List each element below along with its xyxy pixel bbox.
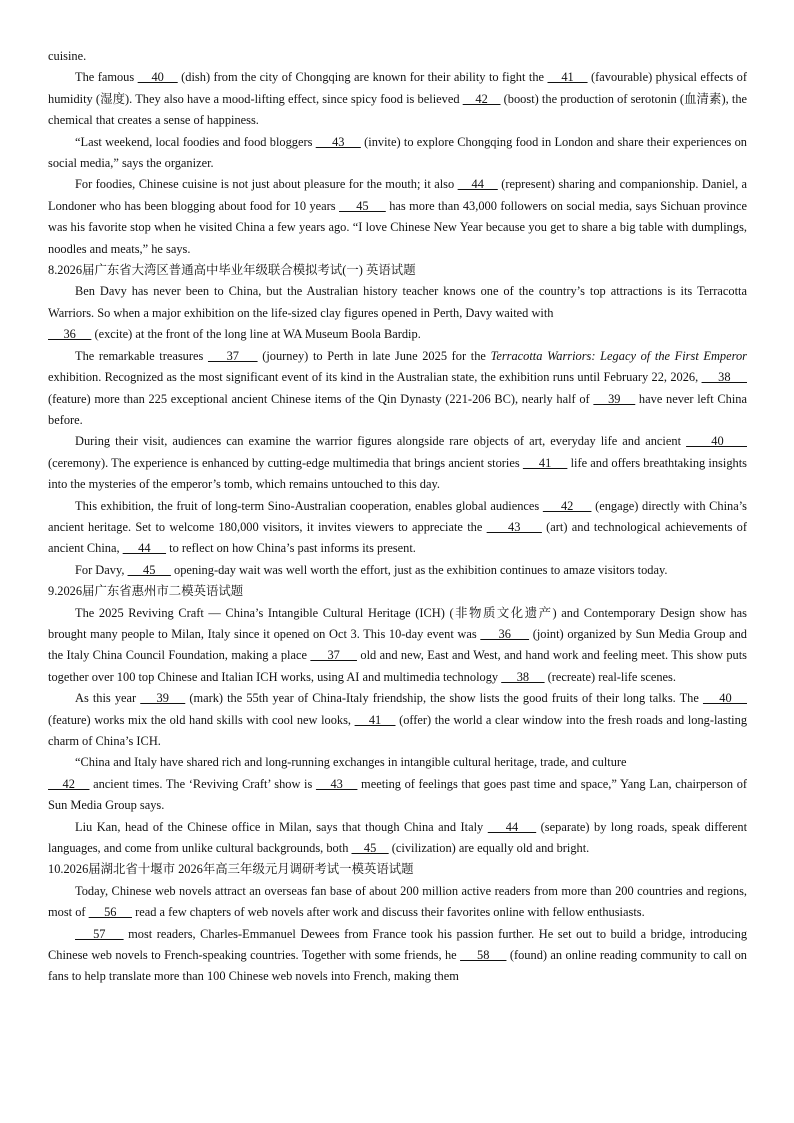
text-run: (invite) to explore Chongqing food in London and share their experiences on social media,” says the organizer.	[48, 134, 747, 171]
answer-blank: 42	[48, 776, 90, 791]
text-run: (mark) the 55th year of China-Italy friendship, the show lists the good fruits of their long talks. The	[185, 691, 703, 706]
answer-blank: 42	[462, 91, 501, 106]
text-run: As this year	[75, 691, 141, 706]
text-run: The famous	[75, 70, 138, 85]
text-run: This exhibition, the fruit of long-term Sino-Australian cooperation, enables global audiences	[75, 498, 543, 513]
paragraph	[48, 560, 747, 581]
text-run: (favourable) physical effects of humidity (湿度). They also have a mood-lifting effect, since spicy food is believed	[48, 70, 748, 106]
answer-blank: 42	[542, 498, 592, 513]
answer-blank: 36	[480, 626, 530, 641]
text-run: For Davy,	[75, 562, 128, 577]
paragraph	[48, 431, 747, 495]
text-run: read a few chapters of web novels after work and discuss their favorites online with fellow enthusiasts.	[132, 905, 645, 920]
text-run: (art) and technological achievements of ancient China,	[48, 519, 747, 556]
answer-blank: 45	[351, 841, 389, 856]
section-heading	[48, 859, 747, 880]
paragraph	[48, 774, 747, 817]
paragraph	[48, 924, 747, 988]
answer-blank: 44	[122, 541, 167, 556]
paragraph	[48, 752, 747, 773]
text-run: For foodies, Chinese cuisine is not just about pleasure for the mouth; it also	[75, 177, 458, 192]
heading-text: 10.2026届湖北省十堰市 2026年高三年级元月调研考试一模英语试题	[48, 862, 414, 877]
answer-blank: 44	[457, 177, 498, 192]
text-run: (found) an online reading community to call on fans to help translate more than 100 Chinese web novels into French, making them	[48, 948, 747, 984]
paragraph	[48, 346, 747, 432]
italic-title: Terracotta Warriors: Legacy of the First Emperor	[490, 348, 747, 363]
answer-blank: 56	[88, 905, 132, 920]
text-run: (represent) sharing and companionship. Daniel, a Londoner who has been blogging about food for 10 years	[48, 177, 748, 213]
answer-blank: 41	[522, 455, 568, 470]
answer-blank: 37	[310, 648, 357, 663]
text-run: (feature) more than 225 exceptional ancient Chinese items of the Qin Dynasty (221-206 BC), nearly half of	[48, 391, 594, 406]
paragraph	[48, 688, 747, 752]
text-run: opening-day wait was well worth the effort, just as the exhibition continues to amaze visitors today.	[170, 562, 668, 577]
text-run: “China and Italy have shared rich and long-running exchanges in intangible cultural heritage, trade, and culture	[75, 755, 627, 770]
text-run: (journey) to Perth in late June 2025 for the	[257, 348, 491, 363]
text-run: The 2025 Reviving Craft — China’s Intangible Cultural Heritage (ICH) (非物质文化遗产) and Contemporary Design show has brought many people to Milan, Italy since it opened on Oct 3. This 10-day event was	[48, 605, 747, 641]
text-run: (offer) the world a clear window into the fresh roads and long-lasting charm of China’s ICH.	[48, 712, 748, 748]
text-run: (engage) directly with China’s ancient heritage. Set to welcome 180,000 visitors, it invites viewers to appreciate the	[48, 498, 747, 534]
text-run: (excite) at the front of the long line at WA Museum Boola Bardip.	[91, 327, 421, 342]
answer-blank: 38	[501, 669, 545, 684]
paragraph	[48, 132, 747, 175]
answer-blank: 58	[460, 948, 507, 963]
paragraph	[48, 324, 747, 345]
text-run: most readers, Charles-Emmanuel Dewees from France took his passion further. He set out to build a bridge, introducing Chinese web novels to French-speaking countries. Together with some friends, he	[48, 926, 748, 963]
paragraph	[48, 496, 747, 560]
answer-blank: 41	[354, 712, 396, 727]
text-run: Today, Chinese web novels attract an overseas fan base of about 200 million active readers from more than 200 countries and regions, most of	[48, 883, 747, 920]
heading-text: 9.2026届广东省惠州市二模英语试题	[48, 584, 244, 599]
answer-blank: 43	[486, 519, 542, 534]
paragraph	[48, 603, 747, 689]
section-heading	[48, 260, 747, 281]
text-run: (separate) by long roads, speak different languages, and come from unlike cultural backgrounds, both	[48, 819, 748, 856]
text-run: (civilization) are equally old and bright.	[388, 841, 590, 856]
text-run: exhibition. Recognized as the most significant event of its kind in the Australian state, the exhibition runs until February 22, 2026,	[48, 370, 702, 385]
paragraph	[48, 174, 747, 260]
answer-blank: 45	[127, 562, 171, 577]
text-run: “Last weekend, local foodies and food bloggers	[75, 134, 316, 149]
heading-text: 8.2026届广东省大湾区普通高中毕业年级联合模拟考试(一) 英语试题	[48, 263, 416, 278]
document-page	[48, 46, 747, 988]
answer-blank: 39	[140, 691, 186, 706]
text-run: (joint) organized by Sun Media Group and the Italy China Council Foundation, making a place	[48, 626, 747, 663]
text-run: (boost) the production of serotonin (血清素), the chemical that creates a sense of happiness.	[48, 91, 748, 128]
text-run: has more than 43,000 followers on social media, says Sichuan province was his favorite stop when he visited China a few years ago. “I love Chinese New Year because you get to share a big table with dumplings, noodles and meats,” he says.	[48, 198, 748, 256]
text-run: meeting of feelings that goes past time and space,” Yang Lan, chairperson of Sun Media Group says.	[48, 776, 748, 813]
answer-blank: 38	[701, 370, 747, 385]
answer-blank: 39	[593, 391, 636, 406]
answer-blank: 41	[547, 70, 588, 85]
text-run: During their visit, audiences can examine the warrior figures alongside rare objects of art, everyday life and ancient	[75, 434, 687, 449]
text-run: (recreate) real-life scenes.	[544, 669, 676, 684]
answer-blank: 43	[315, 776, 358, 791]
text-run: (feature) works mix the old hand skills with cool new looks,	[48, 712, 355, 727]
paragraph	[48, 67, 747, 131]
section-heading	[48, 581, 747, 602]
answer-blank: 36	[48, 327, 92, 342]
text-run: have never left China before.	[48, 391, 748, 427]
text-run: The remarkable treasures	[75, 348, 208, 363]
paragraph	[48, 46, 747, 67]
text-run: to reflect on how China’s past informs its present.	[166, 541, 416, 556]
answer-blank: 40	[702, 691, 747, 706]
answer-blank: 40	[686, 434, 747, 449]
paragraph	[48, 881, 747, 924]
answer-blank: 45	[339, 198, 386, 213]
answer-blank: 57	[75, 926, 124, 941]
text-run: cuisine.	[48, 49, 87, 63]
answer-blank: 40	[137, 70, 178, 85]
paragraph	[48, 817, 747, 860]
answer-blank: 43	[315, 134, 361, 149]
paragraph	[48, 281, 747, 324]
text-run: (ceremony). The experience is enhanced by cutting-edge multimedia that brings ancient stories	[48, 455, 523, 470]
text-run: (dish) from the city of Chongqing are known for their ability to fight the	[177, 70, 548, 85]
text-run: old and new, East and West, and hand work and feeling meet. This show puts together over 100 top Chinese and Italian ICH works, using AI and multimedia technology	[48, 648, 747, 684]
text-run: ancient times. The ‘Reviving Craft’ show is	[89, 776, 316, 791]
answer-blank: 44	[487, 819, 537, 834]
text-run: life and offers breathtaking insights into the mysteries of the emperor’s tomb, which remains untouched to this day.	[48, 455, 747, 492]
text-run: Liu Kan, head of the Chinese office in Milan, says that though China and Italy	[75, 819, 488, 834]
answer-blank: 37	[207, 348, 258, 363]
text-run: Ben Davy has never been to China, but the Australian history teacher knows one of the country’s top attractions is its Terracotta Warriors. So when a major exhibition on the life-sized clay figures opened in Perth, Davy waited with	[48, 284, 747, 320]
